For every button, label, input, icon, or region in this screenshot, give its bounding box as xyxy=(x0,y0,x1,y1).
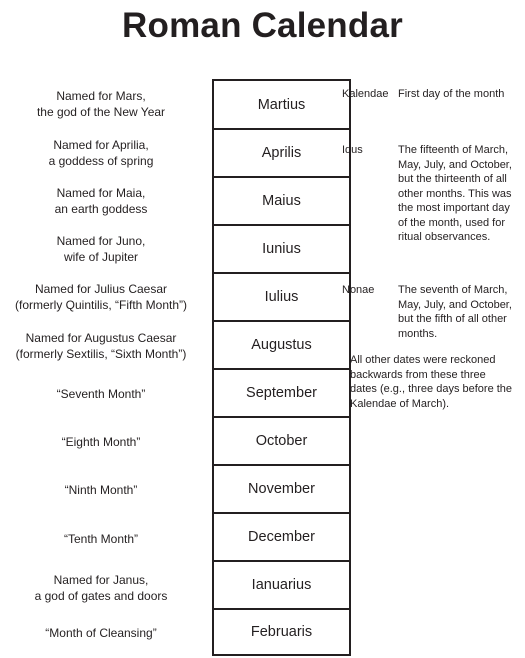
month-description-november: “Ninth Month” xyxy=(64,483,138,497)
month-cell-october: October xyxy=(214,418,349,466)
month-description-iulius: Named for Julius Caesar (formerly Quintilis, “Fifth Month”) xyxy=(14,282,188,312)
month-cell-maius: Maius xyxy=(214,178,349,226)
month-cell-iunius: Iunius xyxy=(214,226,349,274)
definition-idus: The fifteenth of March, May, July, and October, but the thirteenth of all other months. This was the most important day of the month, used for ritual observances. xyxy=(398,144,512,243)
month-column xyxy=(212,79,351,656)
definition-nonae: The seventh of March, May, July, and October, but the fifth of all other months. xyxy=(398,284,512,340)
month-description-februaris: “Month of Cleansing” xyxy=(45,626,157,640)
month-description-ianuarius: Named for Janus, a god of gates and doors xyxy=(34,573,168,603)
month-cell-martius: Martius xyxy=(214,81,349,130)
month-description-december: “Tenth Month” xyxy=(63,532,139,546)
month-description-september: “Seventh Month” xyxy=(56,387,146,401)
term-kalendae: Kalendae xyxy=(342,88,389,100)
month-cell-februaris: Februaris xyxy=(250,624,313,640)
term-nonae: Nonae xyxy=(342,284,375,296)
month-cell-november: November xyxy=(214,466,349,514)
month-cell-december: December xyxy=(214,514,349,562)
reckoning-note: All other dates were reckoned backwards from these three dates (e.g., three days before the Kalendae of March). xyxy=(350,354,513,410)
definition-kalendae: First day of the month xyxy=(398,88,505,100)
page-title: Roman Calendar xyxy=(122,6,403,45)
month-description-martius: Named for Mars, the god of the New Year xyxy=(36,89,166,119)
month-cell-ianuarius: Ianuarius xyxy=(214,562,349,610)
month-cell-augustus: Augustus xyxy=(214,322,349,370)
month-cell-september: September xyxy=(214,370,349,418)
month-description-aprilis: Named for Aprilia, a goddess of spring xyxy=(48,138,154,168)
month-description-iunius: Named for Juno, wife of Jupiter xyxy=(56,234,146,264)
month-description-augustus: Named for Augustus Caesar (formerly Sextilis, “Sixth Month”) xyxy=(15,331,187,361)
month-description-october: “Eighth Month” xyxy=(61,435,141,449)
month-cell-iulius: Iulius xyxy=(214,274,349,322)
term-idus: Idus xyxy=(342,144,363,156)
month-description-maius: Named for Maia, an earth goddess xyxy=(54,186,148,216)
month-cell-aprilis: Aprilis xyxy=(214,130,349,178)
